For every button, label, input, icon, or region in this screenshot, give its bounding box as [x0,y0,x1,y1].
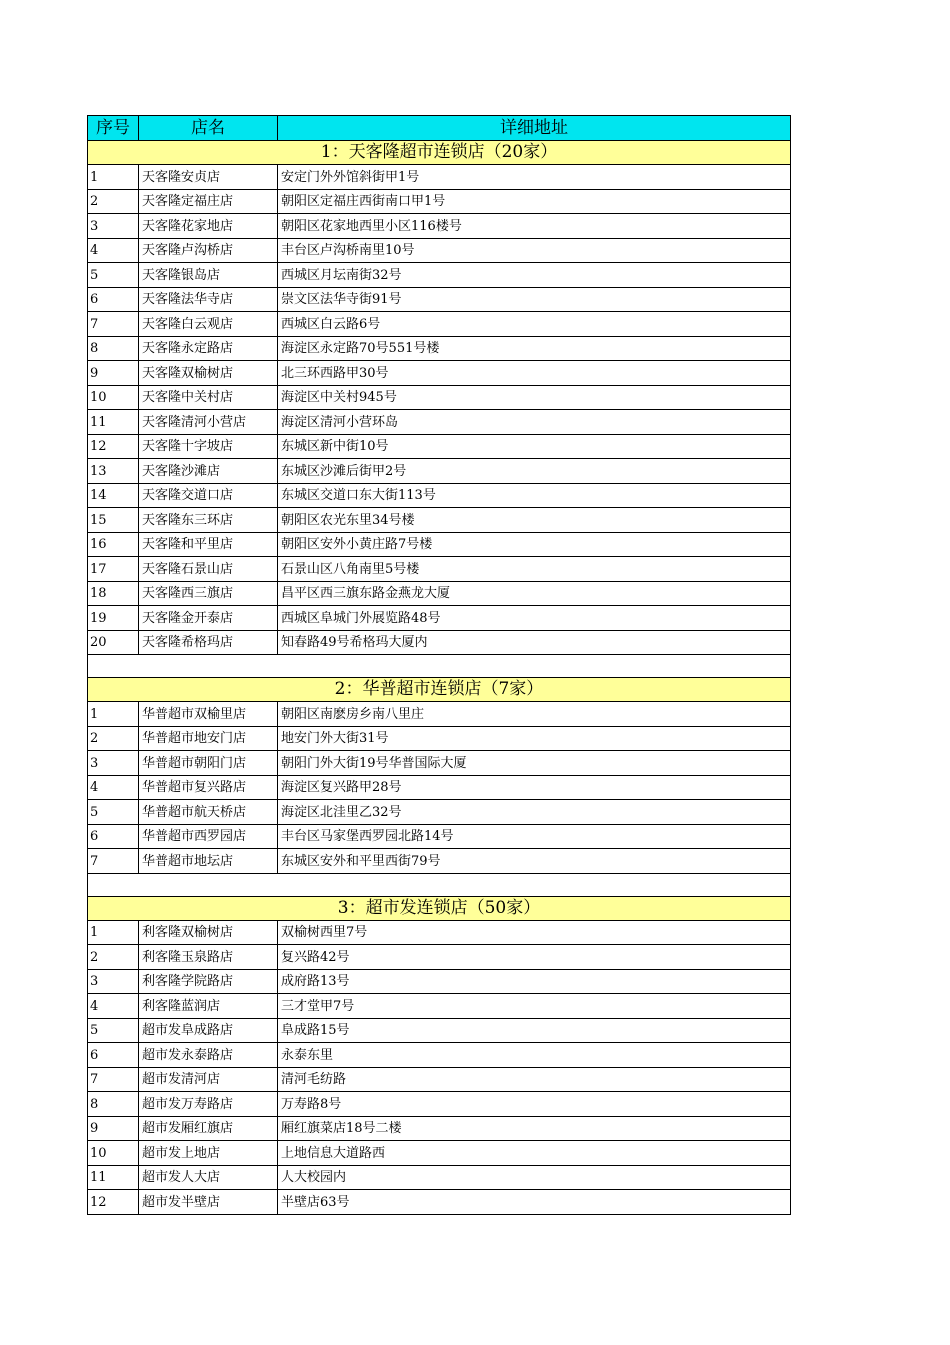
cell-store-name[interactable]: 超市发阜成路店 [139,1018,278,1043]
table-row [88,726,791,751]
table-row [88,945,791,970]
cell-store-name[interactable]: 天客隆双榆树店 [139,361,278,386]
blank-cell[interactable] [88,655,791,678]
cell-no[interactable]: 13 [88,459,139,484]
table-row [88,702,791,727]
cell-no[interactable]: 4 [88,775,139,800]
cell-address[interactable]: 清河毛纺路 [278,1067,791,1092]
cell-no[interactable]: 5 [88,1018,139,1043]
cell-store-name[interactable]: 天客隆法华寺店 [139,287,278,312]
cell-store-name[interactable]: 天客隆金开泰店 [139,606,278,631]
table-row [88,459,791,484]
section-title[interactable]: 1：天客隆超市连锁店（20家） [88,141,791,165]
table-row [88,1141,791,1166]
cell-no[interactable]: 16 [88,532,139,557]
cell-store-name[interactable]: 天客隆石景山店 [139,557,278,582]
cell-no[interactable]: 4 [88,238,139,263]
blank-row [88,873,791,896]
cell-no[interactable]: 3 [88,751,139,776]
table-row [88,775,791,800]
header-row [88,116,791,141]
header-name[interactable]: 店名 [139,116,278,141]
cell-address[interactable]: 海淀区复兴路甲28号 [278,775,791,800]
table-row [88,800,791,825]
table-row [88,557,791,582]
table-row [88,751,791,776]
cell-store-name[interactable]: 华普超市西罗园店 [139,824,278,849]
table-row [88,1018,791,1043]
table-row [88,630,791,655]
header-address[interactable]: 详细地址 [278,116,791,141]
cell-no[interactable]: 18 [88,581,139,606]
cell-no[interactable]: 9 [88,361,139,386]
cell-address[interactable]: 朝阳区南麽房乡南八里庄 [278,702,791,727]
blank-row [88,655,791,678]
cell-store-name[interactable]: 天客隆永定路店 [139,336,278,361]
table-row [88,824,791,849]
cell-store-name[interactable]: 超市发上地店 [139,1141,278,1166]
cell-address[interactable]: 昌平区西三旗东路金燕龙大厦 [278,581,791,606]
cell-store-name[interactable]: 超市发万寿路店 [139,1092,278,1117]
table-row [88,1067,791,1092]
table-row [88,312,791,337]
cell-no[interactable]: 1 [88,165,139,190]
table-row [88,336,791,361]
cell-address[interactable]: 西城区月坛南街32号 [278,263,791,288]
table-row [88,1165,791,1190]
cell-address[interactable]: 地安门外大街31号 [278,726,791,751]
store-address-table [87,115,791,1215]
cell-no[interactable]: 10 [88,1141,139,1166]
cell-store-name[interactable]: 天客隆沙滩店 [139,459,278,484]
table-row [88,434,791,459]
cell-address[interactable]: 东城区交道口东大街113号 [278,483,791,508]
cell-no[interactable]: 6 [88,824,139,849]
cell-address[interactable]: 半壁店63号 [278,1190,791,1215]
cell-no[interactable]: 1 [88,920,139,945]
cell-address[interactable]: 朝阳区安外小黄庄路7号楼 [278,532,791,557]
blank-cell[interactable] [88,873,791,896]
table-row [88,606,791,631]
cell-no[interactable]: 7 [88,1067,139,1092]
table-row [88,1190,791,1215]
cell-address[interactable]: 东城区沙滩后街甲2号 [278,459,791,484]
cell-address[interactable]: 崇文区法华寺街91号 [278,287,791,312]
cell-store-name[interactable]: 超市发厢红旗店 [139,1116,278,1141]
table-row [88,361,791,386]
table-row [88,189,791,214]
cell-address[interactable]: 复兴路42号 [278,945,791,970]
cell-address[interactable]: 安定门外外馆斜街甲1号 [278,165,791,190]
cell-no[interactable]: 12 [88,1190,139,1215]
cell-address[interactable]: 朝阳区花家地西里小区116楼号 [278,214,791,239]
header-no[interactable]: 序号 [88,116,139,141]
cell-address[interactable]: 双榆树西里7号 [278,920,791,945]
cell-address[interactable]: 石景山区八角南里5号楼 [278,557,791,582]
cell-address[interactable]: 海淀区中关村945号 [278,385,791,410]
cell-no[interactable]: 20 [88,630,139,655]
cell-store-name[interactable]: 天客隆东三环店 [139,508,278,533]
cell-store-name[interactable]: 天客隆安贞店 [139,165,278,190]
cell-store-name[interactable]: 天客隆希格玛店 [139,630,278,655]
cell-no[interactable]: 4 [88,994,139,1019]
cell-store-name[interactable]: 天客隆银岛店 [139,263,278,288]
cell-address[interactable]: 知春路49号希格玛大厦内 [278,630,791,655]
cell-store-name[interactable]: 天客隆花家地店 [139,214,278,239]
section-title-row [88,896,791,920]
table-row [88,920,791,945]
table-row [88,1043,791,1068]
cell-no[interactable]: 3 [88,214,139,239]
cell-store-name[interactable]: 华普超市双榆里店 [139,702,278,727]
cell-address[interactable]: 海淀区清河小营环岛 [278,410,791,435]
cell-no[interactable]: 19 [88,606,139,631]
cell-address[interactable]: 海淀区永定路70号551号楼 [278,336,791,361]
cell-address[interactable]: 西城区白云路6号 [278,312,791,337]
cell-address[interactable]: 永泰东里 [278,1043,791,1068]
table-row [88,1116,791,1141]
cell-store-name[interactable]: 华普超市航天桥店 [139,800,278,825]
cell-store-name[interactable]: 天客隆定福庄店 [139,189,278,214]
cell-store-name[interactable]: 天客隆交道口店 [139,483,278,508]
cell-address[interactable]: 成府路13号 [278,969,791,994]
cell-address[interactable]: 万寿路8号 [278,1092,791,1117]
table-row [88,385,791,410]
cell-store-name[interactable]: 华普超市朝阳门店 [139,751,278,776]
cell-address[interactable]: 东城区安外和平里西街79号 [278,849,791,874]
table-row [88,1092,791,1117]
cell-store-name[interactable]: 天客隆中关村店 [139,385,278,410]
cell-address[interactable]: 丰台区卢沟桥南里10号 [278,238,791,263]
cell-store-name[interactable]: 超市发清河店 [139,1067,278,1092]
section-title[interactable]: 3：超市发连锁店（50家） [88,896,791,920]
cell-no[interactable]: 8 [88,1092,139,1117]
cell-store-name[interactable]: 天客隆白云观店 [139,312,278,337]
cell-no[interactable]: 17 [88,557,139,582]
cell-no[interactable]: 7 [88,312,139,337]
cell-no[interactable]: 8 [88,336,139,361]
cell-no[interactable]: 15 [88,508,139,533]
table-row [88,238,791,263]
cell-no[interactable]: 14 [88,483,139,508]
table-row [88,287,791,312]
cell-no[interactable]: 10 [88,385,139,410]
cell-store-name[interactable]: 天客隆十字坡店 [139,434,278,459]
table-row [88,263,791,288]
cell-address[interactable]: 北三环西路甲30号 [278,361,791,386]
cell-no[interactable]: 1 [88,702,139,727]
table-row [88,483,791,508]
cell-address[interactable]: 朝阳区定福庄西街南口甲1号 [278,189,791,214]
cell-no[interactable]: 12 [88,434,139,459]
table-row [88,532,791,557]
cell-no[interactable]: 11 [88,410,139,435]
cell-store-name[interactable]: 天客隆西三旗店 [139,581,278,606]
cell-no[interactable]: 3 [88,969,139,994]
cell-store-name[interactable]: 天客隆清河小营店 [139,410,278,435]
cell-store-name[interactable]: 利客隆双榆树店 [139,920,278,945]
cell-no[interactable]: 6 [88,287,139,312]
cell-store-name[interactable]: 华普超市复兴路店 [139,775,278,800]
section-title-row [88,141,791,165]
cell-address[interactable]: 朝阳区农光东里34号楼 [278,508,791,533]
cell-no[interactable]: 7 [88,849,139,874]
cell-address[interactable]: 人大校园内 [278,1165,791,1190]
cell-store-name[interactable]: 天客隆和平里店 [139,532,278,557]
table-row [88,581,791,606]
cell-address[interactable]: 海淀区北洼里乙32号 [278,800,791,825]
table-row [88,849,791,874]
cell-store-name[interactable]: 华普超市地安门店 [139,726,278,751]
cell-store-name[interactable]: 超市发半壁店 [139,1190,278,1215]
cell-address[interactable]: 厢红旗菜店18号二楼 [278,1116,791,1141]
cell-address[interactable]: 东城区新中街10号 [278,434,791,459]
cell-address[interactable]: 上地信息大道路西 [278,1141,791,1166]
cell-no[interactable]: 5 [88,800,139,825]
section-title[interactable]: 2：华普超市连锁店（7家） [88,678,791,702]
table-row [88,214,791,239]
cell-no[interactable]: 5 [88,263,139,288]
cell-store-name[interactable]: 利客隆玉泉路店 [139,945,278,970]
section-title-row [88,678,791,702]
cell-store-name[interactable]: 超市发人大店 [139,1165,278,1190]
table-row [88,969,791,994]
cell-store-name[interactable]: 华普超市地坛店 [139,849,278,874]
cell-address[interactable]: 阜成路15号 [278,1018,791,1043]
cell-store-name[interactable]: 超市发永泰路店 [139,1043,278,1068]
table-row [88,165,791,190]
cell-no[interactable]: 2 [88,945,139,970]
table-row [88,410,791,435]
cell-no[interactable]: 2 [88,189,139,214]
cell-store-name[interactable]: 利客隆蓝润店 [139,994,278,1019]
cell-store-name[interactable]: 利客隆学院路店 [139,969,278,994]
cell-no[interactable]: 11 [88,1165,139,1190]
table-row [88,508,791,533]
cell-no[interactable]: 9 [88,1116,139,1141]
cell-address[interactable]: 三才堂甲7号 [278,994,791,1019]
cell-address[interactable]: 西城区阜城门外展览路48号 [278,606,791,631]
cell-store-name[interactable]: 天客隆卢沟桥店 [139,238,278,263]
table-row [88,994,791,1019]
cell-address[interactable]: 朝阳门外大街19号华普国际大厦 [278,751,791,776]
cell-address[interactable]: 丰台区马家堡西罗园北路14号 [278,824,791,849]
cell-no[interactable]: 6 [88,1043,139,1068]
cell-no[interactable]: 2 [88,726,139,751]
